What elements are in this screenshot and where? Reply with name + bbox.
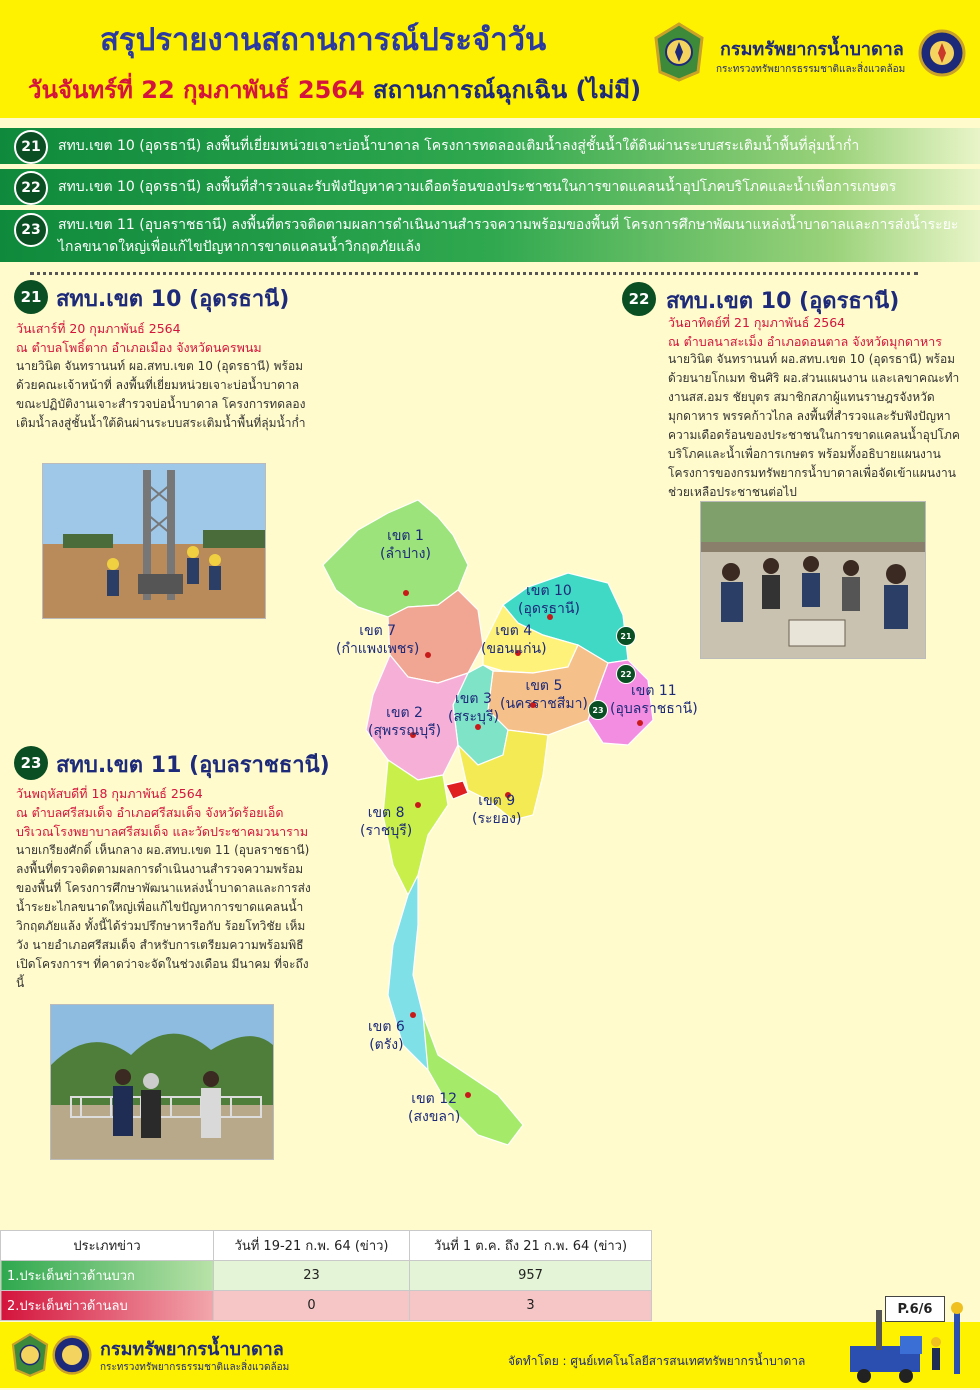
news-badge-23: 23 <box>14 746 48 780</box>
map-label-region-12: เขต 12 (สงขลา) <box>408 1091 461 1125</box>
news-body-23: นายเกรียงศักดิ์ เห็นกลาง ผอ.สทบ.เขต 11 (อุบลราชธานี) ลงพื้นที่ตรวจติดตามผลการดำเนินงานสำรวจความพร้อมของพื้นที่ โครงการศึกษาพัฒนาแหล่งน้ำบาดาลและการส่งน้ำระยะไกลขนาดใหญ่เพื่อแก้ไขปัญหาการขาดแคลนน้ำวิกฤตภัยแล้ง ทั้งนี้ได้ร่วมปรึกษาหารือกับ ร้อยโทวิชัย เห็มวัง นายอำเภอศรีสมเด็จ สำหรับการเตรียมความพร้อมพิธีเปิดโครงการฯ ที่คาดว่าจะจัดในช่วงเดือน มีนาคม ที่จะถึงนี้ <box>16 843 311 990</box>
map-label-region-7: เขต 7 (กำแพงเพชร) <box>336 623 420 657</box>
footer-credit: จัดทำโดย : ศูนย์เทคโนโลยีสารสนเทศทรัพยากรน้ำบาดาล <box>508 1354 806 1368</box>
news-stat-table <box>0 1230 652 1321</box>
news-body-21: นายวินิต จันทรานนท์ ผอ.สทบ.เขต 10 (อุดรธานี) พร้อมด้วยคณะเจ้าหน้าที่ ลงพื้นที่เยี่ยมหน่วยเจาะบ่อน้ำบาดาลขณะปฏิบัติงานเจาะสำรวจบ่อน้ำบาดาล โครงการทดลองเติมน้ำลงสู่ชั้นน้ำใต้ดินผ่านระบบสระเติมน้ำพื้นที่ลุ่มน้ำก่ำ <box>16 359 306 430</box>
map-pin-22: 22 <box>616 664 636 684</box>
map-label-region-2: เขต 2 (สุพรรณบุรี) <box>368 705 442 739</box>
news-title-23: สทบ.เขต 11 (อุบลราชธานี) <box>56 753 330 778</box>
table-row <box>1 1261 652 1291</box>
map-label-region-3: เขต 3 (สระบุรี) <box>448 691 499 725</box>
drill-truck-illustration <box>846 1302 970 1390</box>
news-place-21: ณ ตำบลโพธิ์ตาก อำเภอเมือง จังหวัดนครพนม <box>16 340 262 355</box>
cell-positive-period: 23 <box>214 1261 410 1291</box>
news-date-23: วันพฤหัสบดีที่ 18 กุมภาพันธ์ 2564 <box>16 786 203 801</box>
table-header-row <box>1 1231 652 1261</box>
map-label-region-11: เขต 11 (อุบลราชธานี) <box>610 683 698 717</box>
cell-positive-total: 957 <box>410 1261 652 1291</box>
photo-meeting <box>700 501 926 659</box>
map-label-region-8: เขต 8 (ราชบุรี) <box>360 805 413 839</box>
map-label-region-6: เขต 6 (ตรัง) <box>368 1019 405 1053</box>
footer-dept-logo <box>10 1332 50 1382</box>
photo-site-visit <box>50 1004 274 1160</box>
summary-badge-22: 22 <box>14 171 48 205</box>
separator <box>30 272 918 275</box>
news-date-22: วันอาทิตย์ที่ 21 กุมภาพันธ์ 2564 <box>668 315 846 330</box>
table-header: วันที่ 19-21 ก.พ. 64 (ข่าว) <box>214 1231 410 1261</box>
map-label-region-5: เขต 5 (นครราชสีมา) <box>500 678 588 712</box>
page-number: P.6/6 <box>885 1296 945 1322</box>
row-label-positive: 1.ประเด็นข่าวด้านบวก <box>1 1261 214 1291</box>
footer-dept-name: กรมทรัพยากรน้ำบาดาล <box>100 1339 284 1360</box>
map-label-region-4: เขต 4 (ขอนแก่น) <box>481 623 547 657</box>
table-header: ประเภทข่าว <box>1 1231 214 1261</box>
cell-negative-total: 3 <box>410 1291 652 1321</box>
news-badge-22: 22 <box>622 282 656 316</box>
dept-subtitle: กระทรวงทรัพยากรธรรมชาติและสิ่งแวดล้อม <box>716 64 906 75</box>
date-text: วันจันทร์ที่ 22 กุมภาพันธ์ 2564 <box>28 76 365 104</box>
map-label-region-9: เขต 9 (ระยอง) <box>472 793 522 827</box>
news-place-23: ณ ตำบลศรีสมเด็จ อำเภอศรีสมเด็จ จังหวัดร้อยเอ็ด <box>16 805 284 820</box>
date-line <box>28 70 641 109</box>
news-place2-23: บริเวณโรงพยาบาลศรีสมเด็จ และวัดประชาคมวนาราม <box>16 824 309 839</box>
row-label-negative: 2.ประเด็นข่าวด้านลบ <box>1 1291 214 1321</box>
dept-logo <box>652 22 706 86</box>
map-pin-21: 21 <box>616 626 636 646</box>
summary-text-23: สทบ.เขต 11 (อุบลราชธานี) ลงพื้นที่ตรวจติดตามผลการดำเนินงานสำรวจความพร้อมของพื้นที่ โครงการศึกษาพัฒนาแหล่งน้ำบาดาลและการส่งน้ำระยะไกลขนาดใหญ่เพื่อแก้ไขปัญหาการขาดแคลนน้ำวิกฤตภัยแล้ง <box>58 217 959 255</box>
summary-badge-21: 21 <box>14 130 48 164</box>
photo-drilling <box>42 463 266 619</box>
news-title-22: สทบ.เขต 10 (อุดรธานี) <box>666 289 900 314</box>
news-date-21: วันเสาร์ที่ 20 กุมภาพันธ์ 2564 <box>16 321 181 336</box>
news-title-21: สทบ.เขต 10 (อุดรธานี) <box>56 287 290 312</box>
footer-ministry-logo <box>52 1334 92 1380</box>
summary-text-22: สทบ.เขต 10 (อุดรธานี) ลงพื้นที่สำรวจและรับฟังปัญหาความเดือดร้อนของประชาชนในการขาดแคลนน้ำอุปโภคบริโภคและน้ำเพื่อการเกษตร <box>58 179 897 195</box>
dept-name: กรมทรัพยากรน้ำบาดาล <box>720 39 904 60</box>
page-title: สรุปรายงานสถานการณ์ประจำวัน <box>100 22 547 58</box>
map-label-region-10: เขต 10 (อุดรธานี) <box>518 583 580 617</box>
news-body-22: นายวินิต จันทรานนท์ ผอ.สทบ.เขต 10 (อุดรธานี) พร้อมด้วยนายโกเมท ชินศิริ ผอ.ส่วนแผนงาน และเลขาคณะทำงานสส.อมร ชัยบุตร สมาชิกสภาผู้แทนราษฎรจังหวัดมุกดาหาร พรรคก้าวไกล ลงพื้นที่สำรวจและรับฟังปัญหาความเดือดร้อนของประชาชนในการขาดแคลนน้ำอุปโภคบริโภคและน้ำเพื่อการเกษตร พร้อมทั้งอธิบายแผนงานโครงการของกรมทรัพยากรน้ำบาดาลเพื่อจัดเข้าแผนงานช่วยเหลือประชาชนต่อไป <box>668 352 960 499</box>
ministry-logo <box>918 28 966 82</box>
table-row <box>1 1291 652 1321</box>
cell-negative-period: 0 <box>214 1291 410 1321</box>
status-text: สถานการณ์ฉุกเฉิน (ไม่มี) <box>373 76 642 104</box>
table-header: วันที่ 1 ต.ค. ถึง 21 ก.พ. 64 (ข่าว) <box>410 1231 652 1261</box>
map-pin-23: 23 <box>588 700 608 720</box>
summary-text-21: สทบ.เขต 10 (อุดรธานี) ลงพื้นที่เยี่ยมหน่วยเจาะบ่อน้ำบาดาล โครงการทดลองเติมน้ำลงสู่ชั้นน้ำใต้ดินผ่านระบบสระเติมน้ำพื้นที่ลุ่มน้ำก่ำ <box>58 138 860 154</box>
footer-dept-subtitle: กระทรวงทรัพยากรธรรมชาติและสิ่งแวดล้อม <box>100 1362 290 1373</box>
news-badge-21: 21 <box>14 280 48 314</box>
summary-badge-23: 23 <box>14 213 48 247</box>
news-place-22: ณ ตำบลนาสะเม็ง อำเภอดอนตาล จังหวัดมุกดาหาร <box>668 334 943 349</box>
map-label-region-1: เขต 1 (ลำปาง) <box>380 528 431 562</box>
